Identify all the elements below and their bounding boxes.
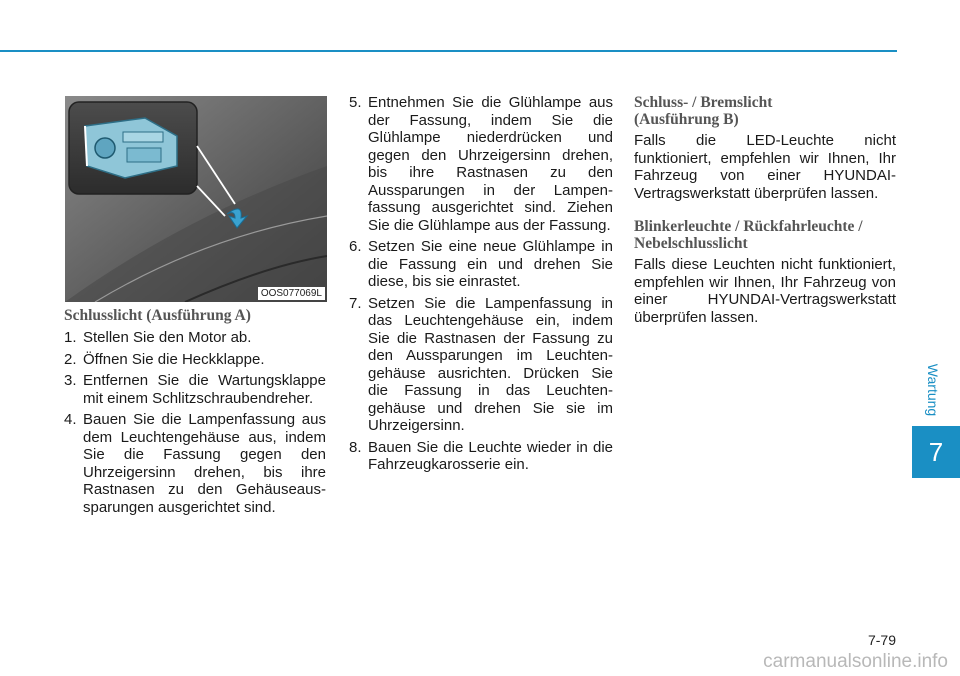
column-left [64, 307, 326, 520]
step-5 [349, 94, 613, 234]
step-number: 7. [349, 294, 362, 312]
heading-schlusslicht-a: Schlusslicht (Ausführung A) [64, 307, 251, 324]
column-right [634, 94, 896, 326]
steps-list-2 [349, 94, 613, 474]
step-text: Öffnen Sie die Heckklappe. [83, 350, 265, 368]
step-number: 4. [64, 411, 77, 428]
heading-schluss-bremslicht [634, 94, 896, 128]
step-7 [349, 295, 613, 435]
step-2 [64, 351, 326, 369]
step-number: 3. [64, 372, 77, 389]
page-number: 7-79 [867, 632, 896, 648]
chapter-label-text: Wartung [925, 363, 941, 417]
paragraph-lights: Falls diese Leuchten nicht funktioniert, empfehlen wir Ihnen, Ihr Fahrzeug von einer HYUNDAI-Vertragswerkstatt überprüfen lassen. [634, 256, 896, 326]
step-number: 6. [349, 238, 362, 255]
heading-line: Nebelschlusslicht [634, 235, 748, 252]
step-number: 2. [64, 350, 77, 368]
step-number: 8. [349, 438, 362, 456]
step-8 [349, 439, 613, 474]
paragraph-led: Falls die LED-Leuchte nicht funktioniert, empfehlen wir Ihnen, Ihr Fahrzeug von einer HYUNDAI-Vertragswerkstatt überprüfen lassen. [634, 132, 896, 202]
watermark: carmanualsonline.info [763, 651, 948, 672]
chapter-label [921, 360, 945, 420]
figure-code: OOS077069L [258, 287, 325, 300]
step-3 [64, 372, 326, 407]
steps-list-1 [64, 329, 326, 516]
step-6 [349, 238, 613, 291]
header-rule [0, 50, 897, 52]
figure-tail-lamp [65, 96, 327, 302]
step-text: Entfernen Sie die Wartungsklappe mit einem Schlitzschraubendreher. [83, 372, 326, 407]
chapter-number-badge: 7 [912, 426, 960, 478]
step-1 [64, 329, 326, 347]
tail-lamp-illustration [65, 96, 327, 302]
column-middle [349, 94, 613, 478]
heading-line: Schluss- / Bremslicht [634, 94, 773, 111]
step-4 [64, 411, 326, 516]
step-text: Bauen Sie die Lampenfassung aus dem Leuchtengehäuse aus, indem Sie die Fassung gegen den Uhrzeigersinn drehen, bis ihre Rastnasen zu den Gehäuseaus-sparungen ausgerichtet sind. [83, 411, 326, 516]
step-number: 1. [64, 329, 77, 346]
step-text: Entnehmen Sie die Glühlampe aus der Fassung, indem Sie die Glühlampe niederdrücken und gegen den Uhrzeigersinn drehen, bis ihre Rastnasen zu den Aussparungen in der Lampen-fassung ausgerichtet sind. Ziehen Sie die Glühlampe aus der Fassung. [368, 94, 613, 234]
heading-line: (Ausführung B) [634, 111, 739, 128]
step-number: 5. [349, 94, 362, 111]
heading-line: Blinkerleuchte / Rückfahrleuchte / [634, 218, 863, 235]
step-text: Setzen Sie eine neue Glühlampe in die Fassung ein und drehen Sie diese, bis sie einrastet. [368, 238, 613, 290]
step-text: Bauen Sie die Leuchte wieder in die Fahrzeugkarosserie ein. [368, 438, 613, 473]
step-text: Stellen Sie den Motor ab. [83, 329, 252, 346]
heading-blinker-rueckfahr [634, 218, 896, 252]
step-text: Setzen Sie die Lampenfassung in das Leuchtengehäuse ein, indem Sie die Rastnasen der Fassung zu den Aussparungen im Leuchten-gehäuse ausrichten. Drücken Sie die Fassung in das Leuchten-gehäuse und drehen Sie sie im Uhrzeigersinn. [368, 294, 613, 434]
